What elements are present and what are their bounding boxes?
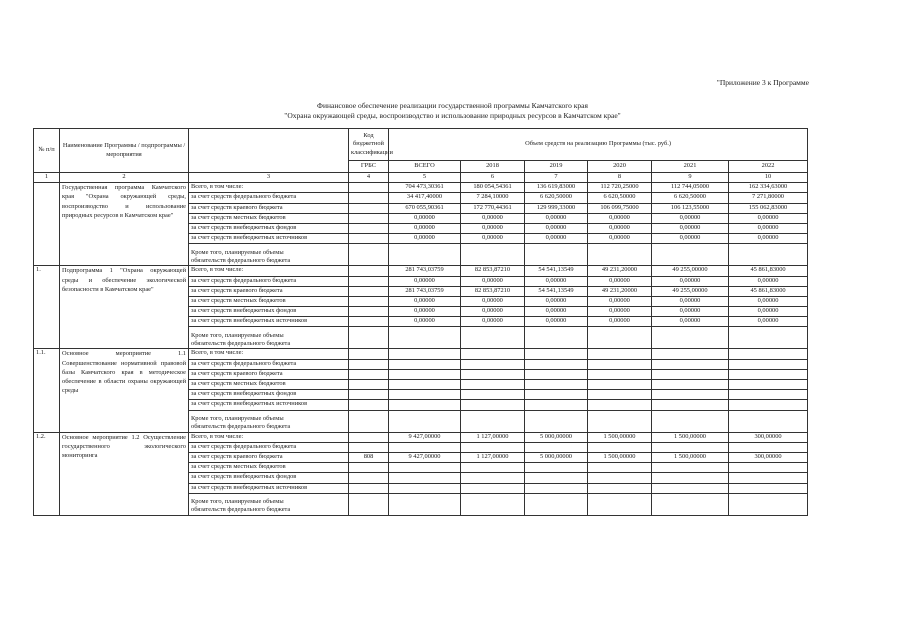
row-number	[34, 183, 60, 266]
empty-cell	[389, 410, 461, 432]
year-value	[461, 442, 525, 452]
year-value	[729, 349, 808, 359]
empty-cell	[729, 244, 808, 266]
funding-source: за счет средств внебюджетных фондов	[189, 307, 349, 317]
year-value: 300,00000	[729, 452, 808, 462]
year-value: 0,00000	[729, 317, 808, 327]
note-line: Кроме того, планируемые объемы	[191, 497, 284, 505]
year-value	[588, 380, 652, 390]
year-value	[461, 359, 525, 369]
note-line: Кроме того, планируемые объемы	[191, 248, 284, 256]
year-value: 0,00000	[525, 234, 588, 244]
year-value: 0,00000	[525, 296, 588, 306]
empty-cell	[461, 244, 525, 266]
year-value	[461, 390, 525, 400]
grbs-code	[349, 369, 389, 379]
year-value: 0,00000	[729, 307, 808, 317]
year-value	[461, 400, 525, 410]
col-number: 6	[461, 173, 525, 183]
year-value: 0,00000	[652, 296, 729, 306]
year-value: 1 500,00000	[588, 452, 652, 462]
empty-cell	[389, 327, 461, 349]
col-number: 4	[349, 173, 389, 183]
program-name: Государственная программа Камчатского края "Охрана окружающей среды, воспроизводство и использование природных ресурсов в Камчатском крае"	[60, 183, 189, 266]
empty-cell	[525, 493, 588, 515]
year-value	[588, 359, 652, 369]
federal-obligations-note	[189, 327, 349, 349]
year-value	[729, 359, 808, 369]
empty-cell	[389, 244, 461, 266]
year-value: 0,00000	[525, 213, 588, 223]
funding-source: за счет средств внебюджетных источников	[189, 400, 349, 410]
year-value: 0,00000	[461, 296, 525, 306]
grbs-code	[349, 213, 389, 223]
year-value: 49 255,00000	[652, 266, 729, 276]
total-value: 9 427,00000	[389, 432, 461, 442]
year-value: 112 744,05000	[652, 183, 729, 193]
header-year: 2018	[461, 161, 525, 173]
year-value	[588, 400, 652, 410]
year-value	[525, 380, 588, 390]
empty-cell	[461, 327, 525, 349]
total-value	[389, 442, 461, 452]
year-value: 0,00000	[588, 317, 652, 327]
total-value	[389, 483, 461, 493]
col-number: 2	[60, 173, 189, 183]
header-year: 2020	[588, 161, 652, 173]
header-name: Наименование Программы / подпрограммы / мероприятия	[60, 129, 189, 173]
funding-source: за счет средств местных бюджетов	[189, 380, 349, 390]
year-value: 6 620,50000	[525, 193, 588, 203]
table-row	[34, 349, 808, 359]
funding-source: за счет средств внебюджетных источников	[189, 317, 349, 327]
note-line: обязательств федерального бюджета	[191, 256, 291, 264]
year-value: 6 620,50000	[652, 193, 729, 203]
year-value: 1 127,00000	[461, 432, 525, 442]
funding-source: за счет средств внебюджетных фондов	[189, 473, 349, 483]
total-value: 0,00000	[389, 317, 461, 327]
year-value: 0,00000	[588, 276, 652, 286]
col-number: 1	[34, 173, 60, 183]
year-value: 300,00000	[729, 432, 808, 442]
document-title	[0, 101, 905, 121]
funding-source: за счет средств местных бюджетов	[189, 296, 349, 306]
year-value: 5 000,00000	[525, 452, 588, 462]
year-value: 0,00000	[525, 307, 588, 317]
total-value	[389, 473, 461, 483]
year-value: 155 062,83000	[729, 203, 808, 213]
total-value: 0,00000	[389, 276, 461, 286]
header-code: Код бюджетной классификации	[349, 129, 389, 161]
grbs-code	[349, 307, 389, 317]
grbs-code	[349, 223, 389, 233]
grbs-code	[349, 442, 389, 452]
funding-source: за счет средств краевого бюджета	[189, 286, 349, 296]
grbs-code	[349, 473, 389, 483]
year-value	[525, 463, 588, 473]
year-value: 49 231,20000	[588, 266, 652, 276]
empty-cell	[349, 244, 389, 266]
row-number: 1.1.	[34, 349, 60, 432]
year-value: 49 231,20000	[588, 286, 652, 296]
grbs-code	[349, 266, 389, 276]
header-year: 2021	[652, 161, 729, 173]
header-total: ВСЕГО	[389, 161, 461, 173]
year-value: 106 099,75000	[588, 203, 652, 213]
grbs-code	[349, 296, 389, 306]
year-value	[588, 349, 652, 359]
year-value: 82 853,87210	[461, 286, 525, 296]
year-value: 0,00000	[525, 317, 588, 327]
total-value	[389, 400, 461, 410]
year-value: 0,00000	[729, 276, 808, 286]
total-value: 704 473,30361	[389, 183, 461, 193]
year-value: 49 255,00000	[652, 286, 729, 296]
federal-obligations-note	[189, 244, 349, 266]
federal-obligations-note	[189, 410, 349, 432]
year-value: 0,00000	[729, 223, 808, 233]
year-value	[729, 390, 808, 400]
year-value	[652, 483, 729, 493]
empty-cell	[349, 410, 389, 432]
title-line-1: Финансовое обеспечение реализации государственной программы Камчатского края	[317, 101, 588, 110]
total-value	[389, 380, 461, 390]
total-value	[389, 349, 461, 359]
funding-source: Всего, в том числе:	[189, 432, 349, 442]
year-value	[525, 359, 588, 369]
empty-cell	[729, 410, 808, 432]
empty-cell	[652, 493, 729, 515]
total-value	[389, 390, 461, 400]
year-value: 0,00000	[461, 317, 525, 327]
year-value: 0,00000	[525, 276, 588, 286]
note-line: обязательств федерального бюджета	[191, 423, 291, 431]
grbs-code	[349, 203, 389, 213]
year-value: 0,00000	[461, 234, 525, 244]
year-value: 0,00000	[588, 213, 652, 223]
year-value: 0,00000	[652, 234, 729, 244]
year-value: 162 334,63000	[729, 183, 808, 193]
year-value: 0,00000	[652, 307, 729, 317]
year-value	[652, 359, 729, 369]
year-value	[588, 463, 652, 473]
year-value: 0,00000	[729, 234, 808, 244]
year-value: 112 720,25000	[588, 183, 652, 193]
year-value	[461, 483, 525, 493]
total-value: 281 743,03759	[389, 286, 461, 296]
year-value: 0,00000	[461, 213, 525, 223]
year-value: 0,00000	[588, 296, 652, 306]
funding-source: за счет средств краевого бюджета	[189, 452, 349, 462]
row-number: 1.	[34, 266, 60, 349]
year-value: 0,00000	[525, 223, 588, 233]
empty-cell	[588, 244, 652, 266]
header-grbs: ГРБС	[349, 161, 389, 173]
grbs-code	[349, 432, 389, 442]
year-value	[461, 463, 525, 473]
year-value	[525, 483, 588, 493]
year-value: 172 770,44361	[461, 203, 525, 213]
year-value	[652, 442, 729, 452]
year-value	[525, 390, 588, 400]
appendix-label: "Приложение 3 к Программе	[716, 78, 809, 87]
empty-cell	[389, 493, 461, 515]
year-value: 54 541,13549	[525, 286, 588, 296]
col-number: 9	[652, 173, 729, 183]
row-number: 1.2.	[34, 432, 60, 515]
year-value	[461, 349, 525, 359]
funding-source: за счет средств внебюджетных источников	[189, 234, 349, 244]
year-value	[588, 390, 652, 400]
total-value: 0,00000	[389, 223, 461, 233]
grbs-code	[349, 359, 389, 369]
grbs-code	[349, 193, 389, 203]
header-year: 2022	[729, 161, 808, 173]
year-value	[729, 400, 808, 410]
year-value: 0,00000	[588, 234, 652, 244]
year-value: 0,00000	[461, 223, 525, 233]
empty-cell	[349, 327, 389, 349]
grbs-code	[349, 183, 389, 193]
year-value: 136 619,83000	[525, 183, 588, 193]
grbs-code	[349, 317, 389, 327]
table-row	[34, 183, 808, 193]
note-line: Кроме того, планируемые объемы	[191, 414, 284, 422]
empty-cell	[652, 244, 729, 266]
funding-source: за счет средств внебюджетных фондов	[189, 390, 349, 400]
empty-cell	[729, 327, 808, 349]
empty-cell	[525, 410, 588, 432]
year-value: 1 127,00000	[461, 452, 525, 462]
year-value: 45 861,83000	[729, 286, 808, 296]
note-line: обязательств федерального бюджета	[191, 506, 291, 514]
year-value	[652, 390, 729, 400]
year-value: 0,00000	[461, 307, 525, 317]
funding-source: за счет средств федерального бюджета	[189, 442, 349, 452]
total-value: 281 743,03759	[389, 266, 461, 276]
program-name: Основное мероприятие 1.2 Осуществление государственного экологического мониторинга	[60, 432, 189, 515]
program-name: Подпрограмма 1 "Охрана окружающей среды и обеспечение экологической безопасности в Камчатском крае"	[60, 266, 189, 349]
total-value	[389, 369, 461, 379]
header-volume: Объем средств на реализацию Программы (тыс. руб.)	[389, 129, 808, 161]
total-value	[389, 463, 461, 473]
federal-obligations-note	[189, 493, 349, 515]
column-number-row	[34, 173, 808, 183]
grbs-code	[349, 390, 389, 400]
col-number: 7	[525, 173, 588, 183]
year-value: 0,00000	[652, 276, 729, 286]
year-value	[525, 442, 588, 452]
year-value	[652, 369, 729, 379]
grbs-code	[349, 349, 389, 359]
financing-table	[33, 128, 808, 516]
total-value: 0,00000	[389, 213, 461, 223]
year-value: 1 500,00000	[652, 452, 729, 462]
year-value	[588, 473, 652, 483]
total-value: 0,00000	[389, 296, 461, 306]
year-value: 180 054,54361	[461, 183, 525, 193]
grbs-code	[349, 234, 389, 244]
year-value: 0,00000	[588, 307, 652, 317]
table-row	[34, 266, 808, 276]
year-value	[729, 483, 808, 493]
year-value	[588, 369, 652, 379]
grbs-code	[349, 276, 389, 286]
year-value	[652, 400, 729, 410]
funding-source: за счет средств краевого бюджета	[189, 369, 349, 379]
year-value	[461, 473, 525, 483]
total-value	[389, 359, 461, 369]
year-value: 0,00000	[461, 276, 525, 286]
year-value	[461, 369, 525, 379]
empty-cell	[588, 493, 652, 515]
total-value: 0,00000	[389, 307, 461, 317]
year-value: 0,00000	[588, 223, 652, 233]
empty-cell	[525, 327, 588, 349]
year-value: 0,00000	[729, 213, 808, 223]
grbs-code	[349, 400, 389, 410]
funding-source: за счет средств местных бюджетов	[189, 213, 349, 223]
header-row	[34, 129, 808, 161]
year-value: 6 620,50000	[588, 193, 652, 203]
total-value: 34 417,40000	[389, 193, 461, 203]
note-line: обязательств федерального бюджета	[191, 340, 291, 348]
year-value: 0,00000	[652, 317, 729, 327]
year-value	[525, 473, 588, 483]
funding-source: Всего, в том числе:	[189, 266, 349, 276]
year-value	[652, 473, 729, 483]
empty-cell	[729, 493, 808, 515]
table-row	[34, 432, 808, 442]
year-value	[729, 473, 808, 483]
year-value	[461, 380, 525, 390]
empty-cell	[652, 410, 729, 432]
year-value	[652, 463, 729, 473]
funding-source: за счет средств федерального бюджета	[189, 193, 349, 203]
year-value: 0,00000	[729, 296, 808, 306]
year-value: 129 999,33000	[525, 203, 588, 213]
year-value: 0,00000	[652, 213, 729, 223]
empty-cell	[525, 244, 588, 266]
total-value: 670 055,90361	[389, 203, 461, 213]
funding-source: Всего, в том числе:	[189, 183, 349, 193]
year-value: 54 541,13549	[525, 266, 588, 276]
grbs-code	[349, 463, 389, 473]
year-value: 45 861,83000	[729, 266, 808, 276]
funding-source: за счет средств федерального бюджета	[189, 276, 349, 286]
col-number: 10	[729, 173, 808, 183]
year-value: 1 500,00000	[652, 432, 729, 442]
grbs-code	[349, 483, 389, 493]
year-value: 7 271,80000	[729, 193, 808, 203]
funding-source: за счет средств внебюджетных источников	[189, 483, 349, 493]
funding-source: Всего, в том числе:	[189, 349, 349, 359]
funding-source: за счет средств краевого бюджета	[189, 203, 349, 213]
col-number: 5	[389, 173, 461, 183]
year-value	[652, 380, 729, 390]
funding-source: за счет средств федерального бюджета	[189, 359, 349, 369]
grbs-code	[349, 286, 389, 296]
year-value	[525, 400, 588, 410]
empty-cell	[588, 410, 652, 432]
year-value	[525, 369, 588, 379]
year-value	[588, 442, 652, 452]
year-value: 82 853,87210	[461, 266, 525, 276]
total-value: 0,00000	[389, 234, 461, 244]
note-line: Кроме того, планируемые объемы	[191, 331, 284, 339]
year-value: 1 500,00000	[588, 432, 652, 442]
header-empty	[189, 129, 349, 173]
col-number: 3	[189, 173, 349, 183]
year-value: 106 123,55000	[652, 203, 729, 213]
header-num: № п/п	[34, 129, 60, 173]
year-value	[588, 483, 652, 493]
year-value	[729, 442, 808, 452]
empty-cell	[349, 493, 389, 515]
year-value: 7 284,10000	[461, 193, 525, 203]
year-value	[729, 369, 808, 379]
empty-cell	[588, 327, 652, 349]
year-value	[729, 463, 808, 473]
funding-source: за счет средств местных бюджетов	[189, 463, 349, 473]
empty-cell	[461, 493, 525, 515]
header-year: 2019	[525, 161, 588, 173]
grbs-code: 808	[349, 452, 389, 462]
year-value: 5 000,00000	[525, 432, 588, 442]
funding-source: за счет средств внебюджетных фондов	[189, 223, 349, 233]
year-value	[525, 349, 588, 359]
total-value: 9 427,00000	[389, 452, 461, 462]
title-line-2: "Охрана окружающей среды, воспроизводство и использование природных ресурсов в Камчатском крае"	[284, 111, 621, 120]
grbs-code	[349, 380, 389, 390]
empty-cell	[652, 327, 729, 349]
program-name: Основное мероприятие 1.1 Совершенствование нормативной правовой базы Камчатского края в методическое обеспечение в области охраны окружающей среды	[60, 349, 189, 432]
year-value	[729, 380, 808, 390]
col-number: 8	[588, 173, 652, 183]
year-value	[652, 349, 729, 359]
year-value: 0,00000	[652, 223, 729, 233]
empty-cell	[461, 410, 525, 432]
